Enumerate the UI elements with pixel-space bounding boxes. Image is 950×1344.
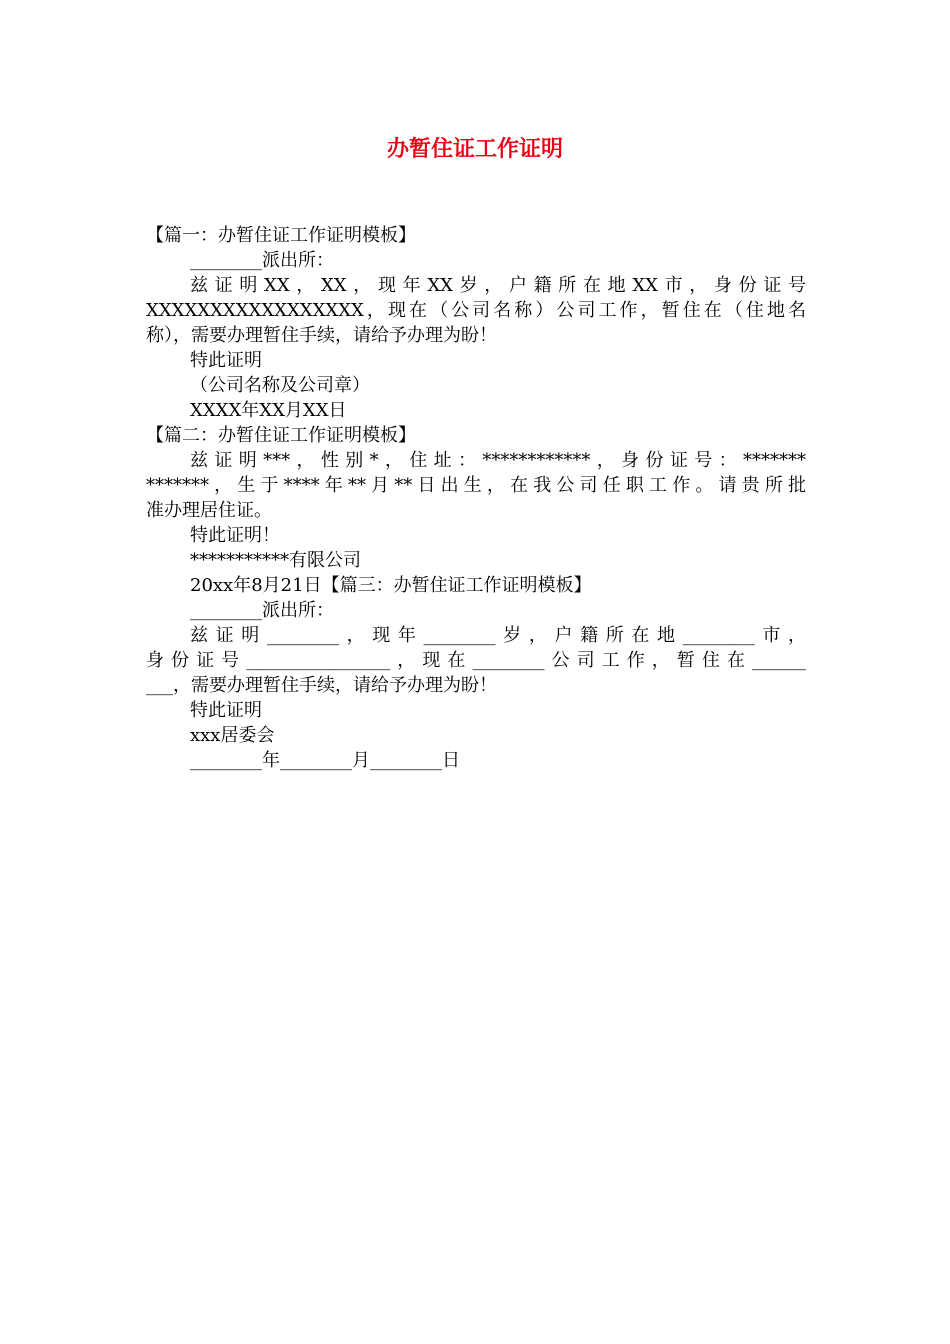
closing-line: 特此证明！ <box>190 525 280 546</box>
signature-line: （公司名称及公司章） <box>190 375 370 396</box>
paragraph-line: 身份证号________________，现在________公司工作，暂住在______ <box>146 650 806 671</box>
date-line: XXXX年XX月XX日 <box>190 400 347 421</box>
signature-line: xxx居委会 <box>190 725 275 746</box>
document-title: 办暂住证工作证明 <box>386 137 563 162</box>
document-body <box>146 223 806 773</box>
paragraph-line: ___，需要办理暂住手续，请给予办理为盼！ <box>146 675 497 696</box>
paragraph-line: 兹证明________，现年________岁，户籍所在地________市， <box>190 625 806 646</box>
section-heading-1: 【篇一：办暂住证工作证明模板】 <box>146 225 416 246</box>
signature-line: ***********有限公司 <box>190 550 361 571</box>
paragraph-line: 兹证明XX，XX，现年XX岁，户籍所在地XX市，身份证号 <box>190 275 806 296</box>
closing-line: 特此证明 <box>190 700 262 721</box>
date-and-section-heading-3: 20xx年8月21日【篇三：办暂住证工作证明模板】 <box>190 575 592 596</box>
paragraph-line: 准办理居住证。 <box>146 500 272 521</box>
paragraph-line: *******，生于****年**月**日出生，在我公司任职工作。请贵所批 <box>146 475 806 496</box>
paragraph-line: 称），需要办理暂住手续，请给予办理为盼！ <box>146 325 497 346</box>
paragraph-line: 兹证明***，性别*，住址：************，身份证号：******* <box>190 450 806 471</box>
addressee-line: ________派出所： <box>190 250 334 271</box>
paragraph-line: XXXXXXXXXXXXXXXXX，现在（公司名称）公司工作，暂住在（住地名 <box>146 300 806 321</box>
addressee-line: ________派出所： <box>190 600 334 621</box>
section-heading-2: 【篇二：办暂住证工作证明模板】 <box>146 425 416 446</box>
closing-line: 特此证明 <box>190 350 262 371</box>
date-line: ________年________月________日 <box>190 750 460 771</box>
